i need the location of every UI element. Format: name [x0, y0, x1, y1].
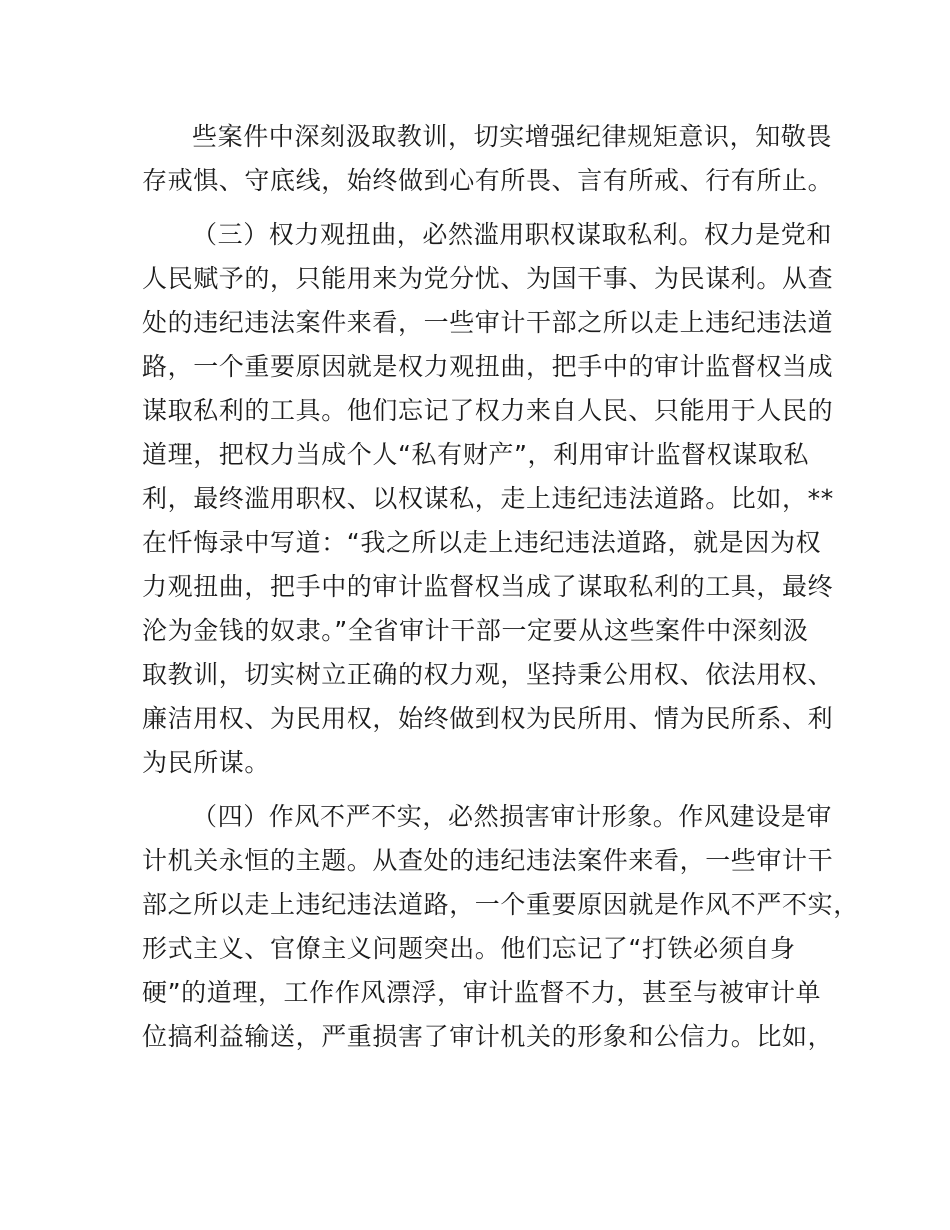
- text-line: 计机关永恒的主题。从查处的违纪违法案件来看，一些审计干: [142, 846, 834, 875]
- text-line: 些案件中深刻汲取教训，切实增强纪律规矩意识，知敬畏: [192, 122, 833, 151]
- text-line: 道理，把权力当成个人“私有财产”，利用审计监督权谋取私: [142, 440, 810, 469]
- text-line: 为民所谋。: [142, 748, 271, 777]
- text-line: 路，一个重要原因就是权力观扭曲，把手中的审计监督权当成: [142, 352, 834, 381]
- text-line: 取教训，切实树立正确的权力观，坚持秉公用权、依法用权、: [142, 660, 834, 689]
- text-line: 利，最终滥用职权、以权谋私，走上违纪违法道路。比如，**: [142, 484, 834, 513]
- text-line: 廉洁用权、为民用权，始终做到权为民所用、情为民所系、利: [142, 704, 834, 733]
- text-line: 存戒惧、守底线，始终做到心有所畏、言有所戒、行有所止。: [142, 166, 834, 195]
- text-line: 力观扭曲，把手中的审计监督权当成了谋取私利的工具，最终: [142, 572, 834, 601]
- text-line: 形式主义、官僚主义问题突出。他们忘记了“打铁必须自身: [142, 934, 796, 963]
- paragraph-heading-4: （四）作风不严不实，必然损害审计形象。作风建设是审: [192, 802, 833, 831]
- text-line: 沦为金钱的奴隶。”全省审计干部一定要从这些案件中深刻汲: [142, 616, 809, 645]
- text-line: 位搞利益输送，严重损害了审计机关的形象和公信力。比如，: [142, 1022, 834, 1051]
- text-line: 人民赋予的，只能用来为党分忧、为国干事、为民谋利。从查: [142, 264, 834, 293]
- text-line: 硬”的道理，工作作风漂浮，审计监督不力，甚至与被审计单: [142, 978, 822, 1007]
- text-line: 部之所以走上违纪违法道路，一个重要原因就是作风不严不实，: [142, 890, 859, 919]
- text-line: 在忏悔录中写道：“我之所以走上违纪违法道路，就是因为权: [142, 528, 822, 557]
- paragraph-heading-3: （三）权力观扭曲，必然滥用职权谋取私利。权力是党和: [192, 220, 833, 249]
- text-line: 谋取私利的工具。他们忘记了权力来自人民、只能用于人民的: [142, 396, 834, 425]
- text-line: 处的违纪违法案件来看，一些审计干部之所以走上违纪违法道: [142, 308, 834, 337]
